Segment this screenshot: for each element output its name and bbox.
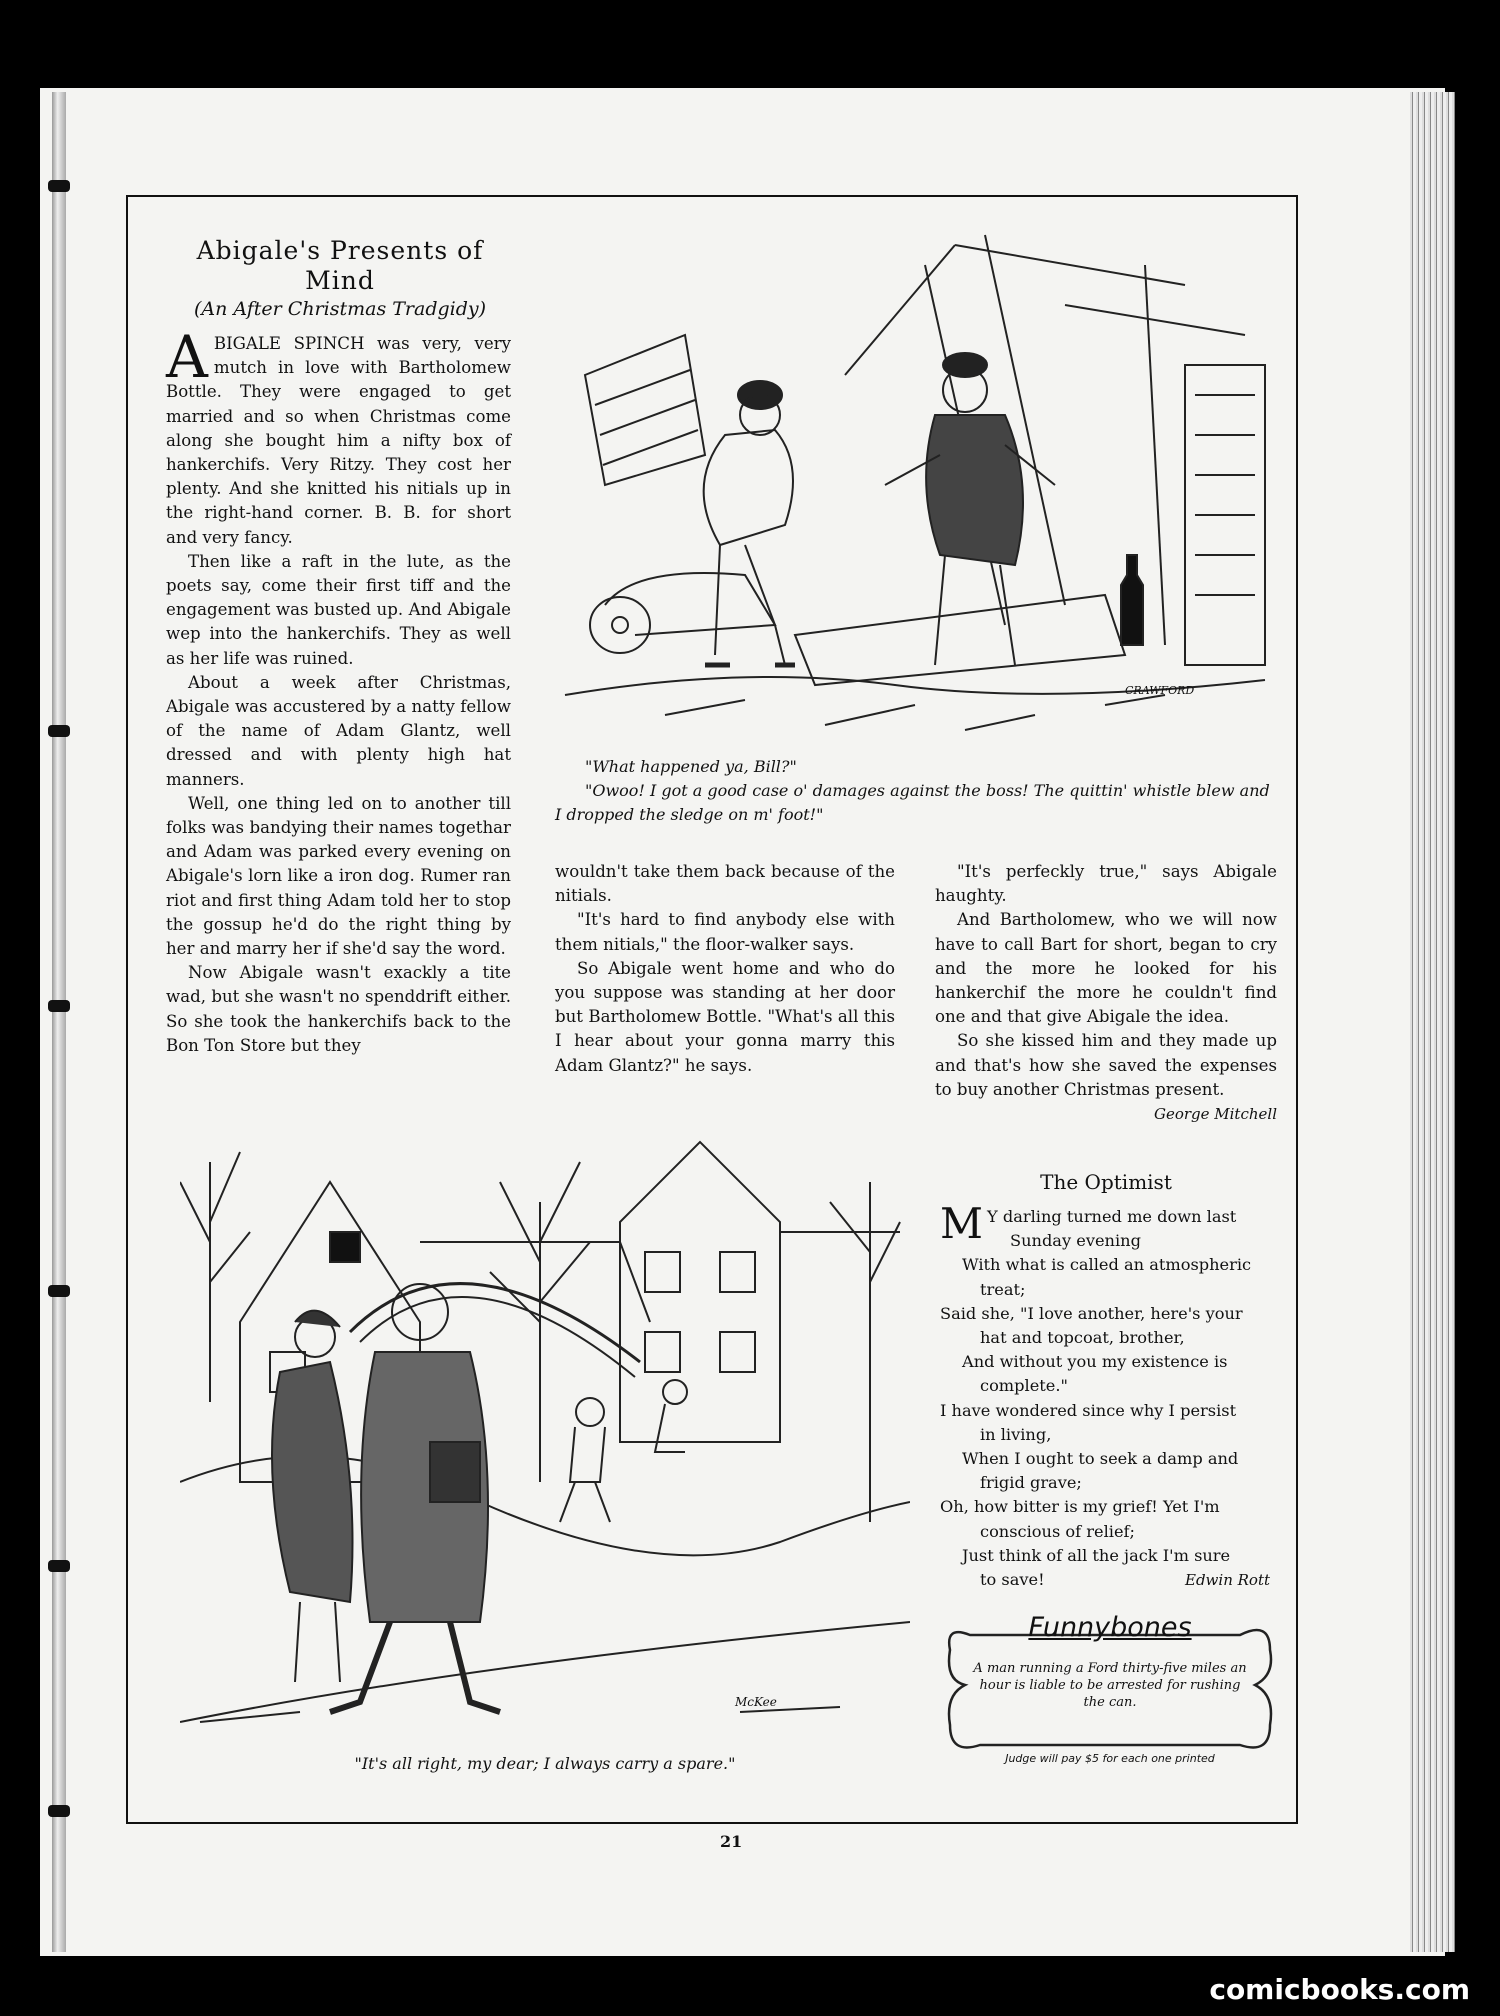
cartoon-construction-workers bbox=[545, 225, 1280, 745]
poem-title: The Optimist bbox=[1040, 1170, 1172, 1194]
book-page-edges bbox=[1410, 92, 1455, 1952]
funnybones-footer: Judge will pay $5 for each one printed bbox=[1005, 1752, 1215, 1765]
story-author: George Mitchell bbox=[1153, 1105, 1277, 1124]
binding-stitch bbox=[48, 1285, 70, 1297]
story-column-2: wouldn't take them back because of the nitials. "It's hard to find anybody else with them nitials," the floor-walker says. So Abigale went home and who do you suppose was standing at her door but Bartholomew Bottle. "What's all this I hear about your gonna marry this Adam Glantz?" he says. bbox=[555, 862, 895, 1075]
watermark: comicbooks.com bbox=[1209, 1973, 1470, 2006]
poem-dropcap: M bbox=[940, 1199, 984, 1248]
funnybones-text: A man running a Ford thirty-five miles an hour is liable to be arrested for rushing the can. bbox=[973, 1661, 1247, 1710]
story-dropcap: A bbox=[166, 323, 208, 391]
poem-body: M Y darling turned me down last Sunday evening With what is called an atmospheric treat; Said she, "I love another, here's your hat and topcoat, brother, And without you my existence is complete." I have wondered since why I persist in living, When I ought to seek a damp and frigid grave; Oh, how bitter is my grief! Yet I'm conscious of relief; Just think of all the jack I'm sure to save! Edwin Rott bbox=[940, 1205, 1282, 1592]
poem-author: Edwin Rott bbox=[1185, 1571, 1270, 1590]
binding-stitch bbox=[48, 725, 70, 737]
cartoon2-signature: McKee bbox=[735, 1695, 777, 1709]
story-title: Abigale's Presents of Mind bbox=[196, 236, 484, 295]
cartoon1-caption: "What happened ya, Bill?" "Owoo! I got a good case o' damages against the boss! The quittin' whistle blew and I dropped the sledge on m' foot!" bbox=[555, 757, 1270, 824]
cartoon-snow-couple bbox=[180, 1122, 910, 1737]
book-binding bbox=[52, 92, 66, 1952]
story-column-3: "It's perfeckly true," says Abigale haughty. And Bartholomew, who we will now have to call Bart for short, began to cry and the more he looked for his hankerchif the more he couldn't find one and that give Abigale the idea. So she kissed him and they made up and that's how she saved the expenses to buy another Christmas present. George Mitchell bbox=[935, 860, 1277, 1126]
funnybones-title: Funnybones bbox=[1028, 1612, 1192, 1643]
binding-stitch bbox=[48, 1805, 70, 1817]
binding-stitch bbox=[48, 180, 70, 192]
page-number: 21 bbox=[720, 1832, 743, 1851]
cartoon2-caption: "It's all right, my dear; I always carry a spare." bbox=[354, 1754, 736, 1773]
binding-stitch bbox=[48, 1000, 70, 1012]
story-column-1: ABIGALE SPINCH was very, very mutch in love with Bartholomew Bottle. They were engaged to get married and so when Christmas come along she bought him a nifty box of hankerchifs. Very Ritzy. They cost her plenty. And she knitted his nitials up in the right-hand corner. B. B. for short and very fancy. Then like a raft in the lute, as the poets say, come their first tiff and the engagement was busted up. And Abigale wep into the hankerchifs. They as well as her life was ruined. About a week after Christmas, Abigale was accustered by a natty fellow of the name of Adam Glantz, well dressed and with plenty high hat manners. Well, one thing led on to another till folks was bandying their names togethar and Adam was parked every evening on Abigale's lorn like a iron dog. Rumer ran riot and first thing Adam told her to stop the gossup he'd do the right thing by her and marry her if she'd say the word. Now Abigale wasn't exackly a tite wad, but she wasn't no spenddrift either. So she took the hankerchifs back to the Bon Ton Store but they bbox=[166, 323, 511, 1055]
cartoon1-signature: CRAWFORD bbox=[1125, 684, 1195, 697]
binding-stitch bbox=[48, 1560, 70, 1572]
story-subtitle: (An After Christmas Tradgidy) bbox=[193, 298, 487, 320]
